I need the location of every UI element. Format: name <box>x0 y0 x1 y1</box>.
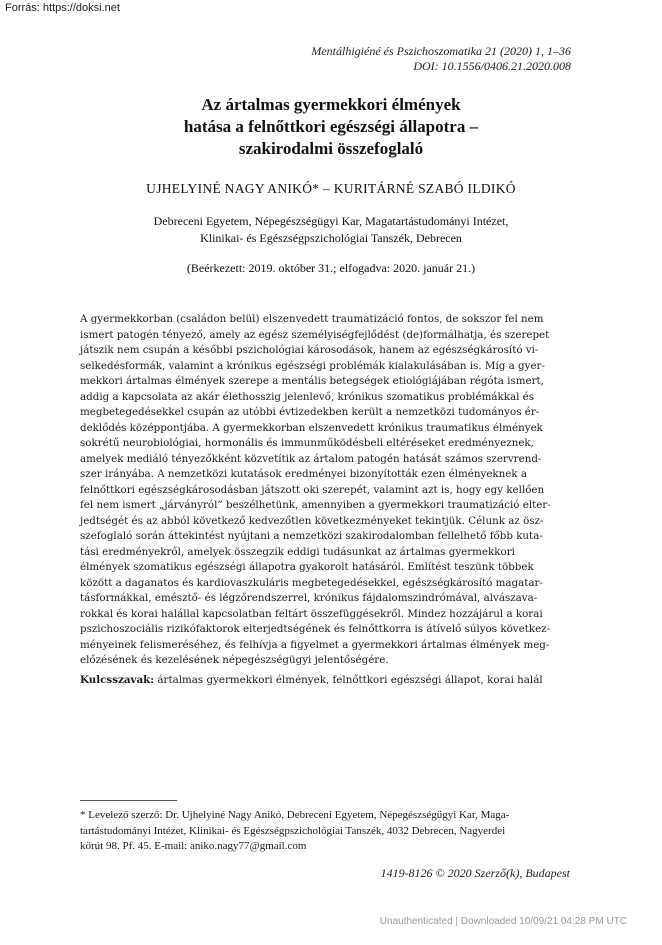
footnote-line: * Levelező szerző: Dr. Ujhelyiné Nagy Anikó, Debreceni Egyetem, Népegészségügyi Kar, Maga- <box>80 809 510 821</box>
author-list: UJHELYINÉ NAGY ANIKÓ* – KURITÁRNÉ SZABÓ ILDIKÓ <box>146 181 516 196</box>
received-accepted-dates: (Beérkezett: 2019. október 31.; elfogadva: 2020. január 21.) <box>186 261 476 275</box>
abstract-line: jedtségét és az abból következő kedvezőtlen következményeket tekintjük. Célunk az ösz- <box>80 514 544 527</box>
abstract <box>80 312 571 669</box>
title-line: Az ártalmas gyermekkori élmények <box>201 95 461 114</box>
abstract-line: tási eredményekről, amelyek összegzik eddigi tudásunkat az ártalmas gyermekkori <box>80 545 515 558</box>
article-title <box>100 94 562 160</box>
abstract-line: szer irányába. A nemzetközi kutatások eredményei bizonyították ezen élményeknek a <box>80 468 528 480</box>
abstract-line: szefoglaló során áttekintést nyújtani a nemzetközi szakirodalomban fellelhető főbb kuta- <box>80 530 543 542</box>
title-line: hatása a felnőttkori egészségi állapotra – <box>183 117 479 136</box>
corresponding-author-footnote <box>80 808 575 855</box>
footnote-line: körút 98. Pf. 45. E-mail: aniko.nagy77@gmail.com <box>80 840 307 852</box>
abstract-line: tásformákkal, emésztő- és légzőrendszerrel, krónikus fájdalomszindrómával, alvászava- <box>80 592 538 604</box>
abstract-line: előzésének és kezelésének népegészségügyi jelentőségére. <box>80 654 389 666</box>
download-watermark: Unauthenticated | Downloaded 10/09/21 04:28 PM UTC <box>379 916 627 927</box>
abstract-line: amelyek mediáló tényezőkként közvetítik az ártalom patogén hatását számos szervrend- <box>80 452 542 465</box>
journal-citation: Mentálhigiéné és Pszichoszomatika 21 (2020) 1, 1–36 <box>311 44 571 58</box>
abstract-line: selkedésformák, valamint a krónikus egészségi problémák kialakulásában is. Míg a gyer- <box>80 359 545 372</box>
affiliation-line: Debreceni Egyetem, Népegészségügyi Kar, Magatartástudományi Intézet, <box>153 214 509 228</box>
keywords <box>80 673 575 688</box>
title-line: szakirodalmi összefoglaló <box>238 139 424 158</box>
abstract-line: megbetegedésekkel csupán az utóbbi évtizedekben került a nemzetközi tudományos ér- <box>80 406 540 418</box>
abstract-line: élmények szomatikus egészségi állapotra gyakorolt hatásáról. Említést teszünk többek <box>80 561 534 573</box>
abstract-line: pszichoszociális rizikófaktorok elterjedtségének és felnőttkorra is átívelő súlyos következ- <box>80 623 551 635</box>
footnote-line: tartástudományi Intézet, Klinikai- és Egészségpszichológiai Tanszék, 4032 Debrecen, Nagyerdei <box>80 824 506 837</box>
abstract-line: ismert patogén tényező, amely az egész személyiségfejlődést (de)formálhatja, és szerepet <box>80 328 550 341</box>
abstract-line: addig a kapcsolata az akár élethosszig jelenlevő, krónikus szomatikus problémákkal és <box>80 390 535 403</box>
abstract-line: A gyermekkorban (családon belül) elszenvedett traumatizáció fontos, de sokszor fel nem <box>80 313 544 325</box>
affiliation-line: Klinikai- és Egészségpszichológiai Tanszék, Debrecen <box>200 231 462 245</box>
abstract-line: játszik nem csupán a későbbi pszichológiai károsodások, hanem az egészségkárosító vi- <box>80 344 539 356</box>
abstract-line: deklődés középpontjába. A gyermekkorban elszenvedett krónikus traumatikus élmények <box>80 421 543 434</box>
journal-doi: DOI: 10.1556/0406.21.2020.008 <box>413 59 571 73</box>
abstract-line: sokrétű neurobiológiai, hormonális és immunműködésbeli eltéréseket eredményeznek, <box>80 437 534 449</box>
affiliation <box>90 213 572 247</box>
keywords-label: Kulcsszavak: <box>80 674 155 686</box>
footnote-divider <box>80 800 177 801</box>
source-label: Forrás: https://doksi.net <box>5 2 120 14</box>
abstract-line: mekkori ártalmas élmények szerepe a mentális betegségek etiológiájában régóta ismert, <box>80 375 544 387</box>
journal-header <box>311 44 571 74</box>
issn-copyright: 1419-8126 © 2020 Szerző(k), Budapest <box>380 866 570 880</box>
abstract-line: rokkal és korai halállal kapcsolatban feltárt összefüggésekről. Mindez hozzájárul a korai <box>80 607 543 620</box>
abstract-line: felnőttkori egészségkárosodásban játszott oki szerepét, valamint azt is, hogy egy kellően <box>80 483 545 496</box>
abstract-line: fel nem ismert „járványról” beszélhetünk, amennyiben a gyermekkori traumatizáció elter- <box>80 499 551 511</box>
keywords-text: ártalmas gyermekkori élmények, felnőttkori egészségi állapot, korai halál <box>154 674 543 686</box>
abstract-line: között a daganatos és kardiovaszkuláris megbetegedésekkel, egészségkárosító magatar- <box>80 576 543 589</box>
abstract-line: ményeinek felismeréséhez, és felhívja a figyelmet a gyermekkori ártalmas élmények meg- <box>80 638 550 651</box>
